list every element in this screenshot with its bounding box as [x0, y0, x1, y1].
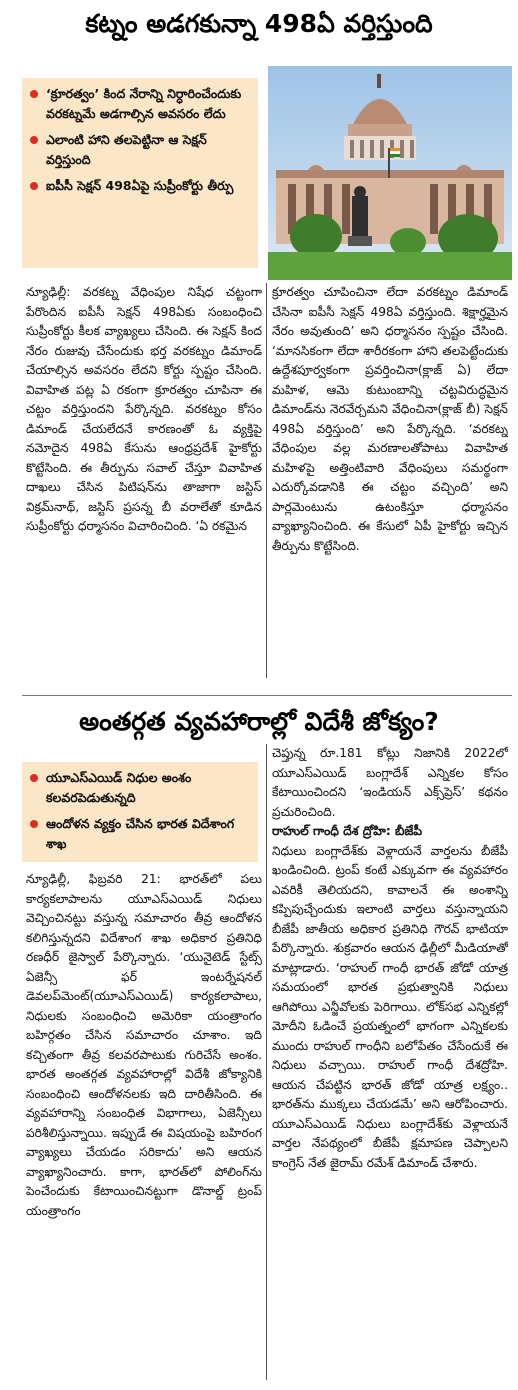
bullet-dot-icon [30, 182, 38, 190]
highlight-item [30, 130, 250, 170]
story2-headline: అంతర్గత వ్యవహారాల్లో విదేశీ జోక్యం? [79, 707, 439, 736]
story2-highlights-box [22, 762, 258, 862]
story1-body-right: క్రూరత్వం చూపించినా లేదా వరకట్నం డిమాండ్‌ చేసినా ఐపీసీ సెక్షన్‌ 498ఏ వర్తిస్తుంది. శిక్షార్హమైన నేరం అవుతుంది’ అని ధర్మాసనం స్పష్టం చేసింది. ‘మానసికంగా లేదా శారీరకంగా హాని తలపెట్టేందుకు ఉద్దేశపూర్వకంగా ప్రవర్తించినా(క్లాజ్‌ ఏ) లేదా మహిళ, ఆమె కుటుంబాన్ని చట్టవిరుద్ధమైన డిమాండ్‌ను నెరవేర్చమని వేధించినా(క్లాజ్‌ బీ) సెక్షన్‌ 498ఏ వర్తిస్తుంది’ అని పేర్కొన్నది. ‘వరకట్న వేధింపుల వల్ల మరణాలతోపాటు వివాహిత మహిళపై అత్తింటివారి వేధింపులు సమర్థంగా ఎదుర్కోవడానికి ఈ చట్టం వచ్చింది’ అని పార్లమెంటును ఉటంకిస్తూ ధర్మాసనం వ్యాఖ్యానించింది. ఈ కేసులో ఏపీ హైకోర్టు ఇచ్చిన తీర్పును కొట్టేసింది. [272, 285, 508, 553]
highlight-text: యూఎస్‌ఎయిడ్‌ నిధుల అంశం కలవరపెడుతున్నది [46, 770, 192, 805]
supreme-court-photo [268, 66, 512, 280]
story-divider [22, 695, 512, 696]
highlight-text: ఎలాంటి హాని తలపెట్టినా ఆ సెక్షన్‌ వర్తిస్తుంది [46, 132, 207, 167]
bullet-dot-icon [30, 136, 38, 144]
highlight-text: ఐపీసీ సెక్షన్‌ 498ఏపై సుప్రీంకోర్టు తీర్పు [46, 178, 234, 193]
supreme-court-building-image [268, 66, 512, 280]
highlight-text: ఆందోళన వ్యక్తం చేసిన భారత విదేశాంగ శాఖ [46, 816, 235, 851]
bullet-dot-icon [30, 774, 38, 782]
highlight-item [30, 176, 250, 196]
column-divider [266, 283, 267, 678]
highlight-item [30, 84, 250, 124]
highlight-text: ‘క్రూరత్వం’ కింద నేరాన్ని నిర్ధారించేందుకు వరకట్నమే అడగాల్సిన అవసరం లేదు [46, 86, 242, 121]
story2-right-body: నిధులు బంగ్లాదేశ్‌కు వెళ్లాయనే వార్తలను బీజేపీ ఖండించింది. ట్రంప్‌ కంటే ఎక్కువగా ఈ వ్యవహారం ఎవరికీ తెలియదని, కావాలనే ఈ అంశాన్ని కప్పిపుచ్చేందుకు ఇలాంటి వార్తలు వస్తున్నాయని బీజేపీ జాతీయ అధికార ప్రతినిధి గౌరవ్‌ భాటియా పేర్కొన్నారు. శుక్రవారం ఆయన ఢిల్లీలో మీడియాతో మాట్లాడారు. ‘రాహుల్‌ గాంధీ భారత్‌ జోడో యాత్ర సమయంలో భారత ప్రభుత్వానికి నిధులు ఆగిపోయి ఎన్జీవోలకు పెరిగాయి. లోక్‌సభ ఎన్నికల్లో మోదీని ఓడించే ప్రయత్నంలో భాగంగా ఎన్నికలకు ముందు రాహుల్‌ గాంధీని బలోపేతం చేసేందుకే ఈ నిధులు వచ్చాయి. రాహుల్‌ గాంధీ దేశద్రోహి. ఆయన చేపట్టిన భారత్‌ జోడో యాత్ర లక్ష్యం.. భారత్‌ను ముక్కలు చేయడమే’ అని ఆరోపించారు. యూఎస్‌ఎయిడ్‌ నిధులు బంగ్లాదేశ్‌కు వెళ్లాయనే వార్తల నేపథ్యంలో బీజేపీ క్షమాపణ చెప్పాలని కాంగ్రెస్‌ నేత జైరామ్‌ రమేశ్‌ డిమాండ్‌ చేశారు. [272, 843, 508, 1170]
story2-body-left: న్యూఢిల్లీ, ఫిబ్రవరి 21: భారత్‌లో పలు కార్యకలాపాలను యూఎస్‌ఎయిడ్‌ నిధులు వెచ్చించినట్టు వస్తున్న సమాచారం తీవ్ర ఆందోళన కలిగిస్తున్నదని విదేశాంగ శాఖ అధికార ప్రతినిధి రణధీర్‌ జైస్వాల్‌ పేర్కొన్నారు. ‘యునైటెడ్‌ స్టేట్స్‌ ఏజెన్సీ ఫర్‌ ఇంటర్నేషనల్‌ డెవలప్‌మెంట్‌(యూఎస్‌ఎయిడ్‌) కార్యకలాపాలు, నిధులకు సంబంధించి అమెరికా యంత్రాంగం బహిర్గతం చేసిన సమాచారం చూశాం. ఇది కచ్చితంగా తీవ్ర కలవరపాటుకు గురిచేసే అంశం. భారత అంతర్గత వ్యవహారాల్లో విదేశీ జోక్యానికి సంబంధించి ఆందోళనలకు ఇది దారితీసింది. ఈ వ్యవహారాన్ని సంబంధిత విభాగాలు, ఏజెన్సీలు పరిశీలిస్తున్నాయి. ఇప్పుడే ఈ విషయంపై బహిరంగ వ్యాఖ్యలు చేయడం సరికాదు’ అని ఆయన వ్యాఖ్యానించారు. కాగా, భారత్‌లో పోలింగ్‌ను పెంచేందుకు కేటాయించినట్టుగా డొనాల్డ్‌ ట్రంప్‌ యంత్రాంగం [26, 872, 262, 1218]
bullet-dot-icon [30, 820, 38, 828]
highlight-item [30, 814, 250, 854]
story1-headline: కట్నం అడగకున్నా 498ఏ వర్తిస్తుంది [85, 9, 433, 38]
bullet-dot-icon [30, 90, 38, 98]
highlight-item [30, 768, 250, 808]
story2-subheading: రాహుల్‌ గాంధీ దేశ ద్రోహి: బీజేపీ [272, 824, 422, 838]
story2-right-intro: చెప్తున్న రూ.181 కోట్లు నిజానికి 2022లో యూఎస్‌ఎయిడ్‌ బంగ్లాదేశ్‌ ఎన్నికల కోసం కేటాయించిందని ‘ఇండియన్‌ ఎక్స్‌ప్రెస్‌’ కథనం ప్రచురించింది. [272, 746, 508, 819]
story1-body-left: న్యూఢిల్లీ: వరకట్న వేధింపుల నిషేధ చట్టంగా పేరొందిన ఐపీసీ సెక్షన్‌ 498ఏకు సంబంధించి సుప్రీంకోర్టు కీలక వ్యాఖ్యలు చేసింది. ఈ సెక్షన్‌ కింద నేరం రుజువు చేసేందుకు భర్త వరకట్నం డిమాండ్‌ చేయాల్సిన అవసరం లేదని కోర్టు స్పష్టం చేసింది. వివాహిత పట్ల ఏ రకంగా క్రూరత్వం చూపినా ఈ చట్టం వర్తిస్తుందని పేర్కొన్నది. వరకట్నం కోసం డిమాండ్‌ చేయలేదనే కారణంతో ఓ వ్యక్తిపై నమోదైన 498ఏ కేసును ఆంధ్రప్రదేశ్‌ హైకోర్టు కొట్టేసింది. ఈ తీర్పును సవాల్‌ చేస్తూ వివాహిత దాఖలు చేసిన పిటిషన్‌ను తాజాగా జస్టిస్‌ విక్రమ్‌నాథ్‌, జస్టిస్‌ ప్రసన్న బీ వరాలేతో కూడిన సుప్రీంకోర్టు ధర్మాసనం విచారించింది. ‘ఏ రకమైన [26, 285, 262, 533]
story2-body-right [272, 744, 508, 1384]
story1-highlights-box [22, 78, 258, 268]
column-divider [266, 744, 267, 1380]
